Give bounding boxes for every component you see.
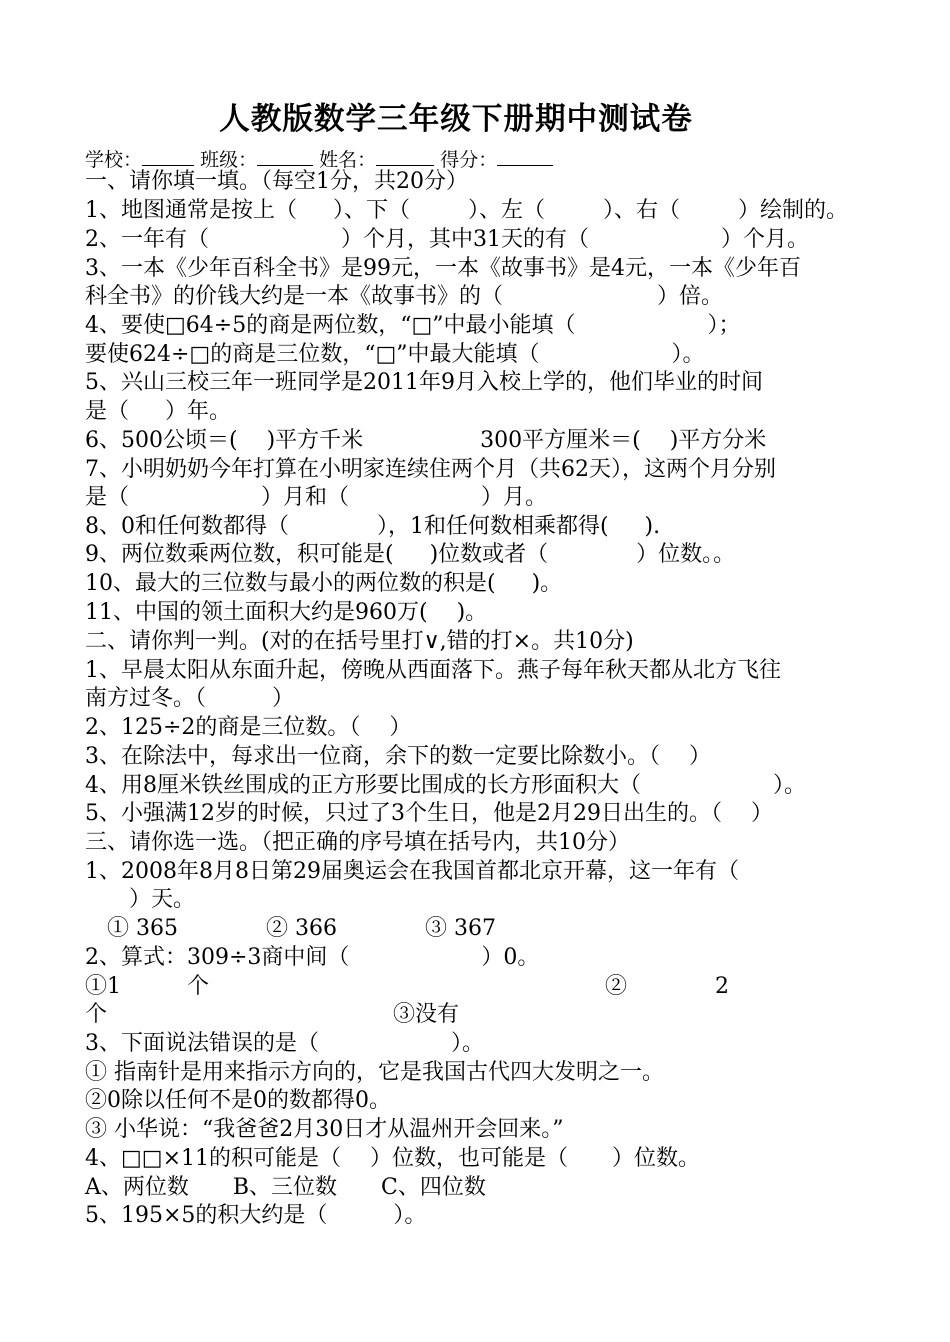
q1-5-line1: 5、兴山三校三年一班同学是2011年9月入校上学的，他们毕业的时间 bbox=[85, 370, 763, 395]
q2-2: 2、125÷2的商是三位数。（ ） bbox=[85, 715, 412, 740]
q3-3-option-3: ③ 小华说：“我爸爸2月30日才从温州开会回来。” bbox=[85, 1117, 564, 1142]
q3-3-option-2: ②0除以任何不是0的数都得0。 bbox=[85, 1088, 391, 1113]
q1-1: 1、地图通常是按上（ ）、下（ ）、左（ ）、右（ ）绘制的。 bbox=[85, 198, 848, 223]
school-label: 学校： bbox=[85, 149, 143, 171]
score-label: 得分： bbox=[440, 149, 498, 171]
q1-7-line1: 7、小明奶奶今年打算在小明家连续住两个月（共62天），这两个月分别 bbox=[85, 457, 776, 482]
q1-5-line2: 是（ ）年。 bbox=[85, 399, 231, 424]
q3-1-options: ① 365 ② 366 ③ 367 bbox=[85, 916, 496, 941]
exam-title: 人教版数学三年级下册期中测试卷 bbox=[219, 101, 693, 137]
section-2-heading: 二、请你判一判。(对的在括号里打∨,错的打×。共10分) bbox=[85, 629, 634, 654]
q1-4-line2: 要使624÷□的商是三位数，“□”中最大能填（ ）。 bbox=[85, 342, 705, 367]
school-blank bbox=[142, 147, 194, 166]
q3-1-line1: 1、2008年8月8日第29届奥运会在我国首都北京开幕，这一年有（ bbox=[85, 859, 739, 884]
q2-1-line1: 1、早晨太阳从东面升起，傍晚从西面落下。燕子每年秋天都从北方飞往 bbox=[85, 658, 781, 683]
q3-2-options-line2: 个 ③没有 bbox=[85, 1002, 460, 1027]
q2-4: 4、用8厘米铁丝围成的正方形要比围成的长方形面积大（ ）。 bbox=[85, 773, 806, 798]
q1-3-line1: 3、一本《少年百科全书》是99元，一本《故事书》是4元，一本《少年百 bbox=[85, 256, 801, 281]
q3-3: 3、下面说法错误的是（ ）。 bbox=[85, 1031, 484, 1056]
q2-5: 5、小强满12岁的时候，只过了3个生日，他是2月29日出生的。（ ） bbox=[85, 801, 773, 826]
q1-3-line2: 科全书》的价钱大约是一本《故事书》的（ ）倍。 bbox=[85, 284, 724, 309]
q2-3: 3、在除法中，每求出一位商，余下的数一定要比除数小。（ ） bbox=[85, 744, 711, 769]
q3-3-option-1: ① 指南针是用来指示方向的，它是我国古代四大发明之一。 bbox=[85, 1060, 664, 1085]
q1-4-line1: 4、要使□64÷5的商是两位数，“□”中最小能填（ ）； bbox=[85, 313, 741, 338]
q3-2-options-line1: ①1 个 ② 2 bbox=[85, 974, 729, 999]
q1-2: 2、一年有（ ）个月，其中31天的有（ ）个月。 bbox=[85, 227, 809, 252]
class-label: 班级： bbox=[200, 149, 258, 171]
name-blank bbox=[376, 147, 434, 166]
class-blank bbox=[257, 147, 313, 166]
q1-9: 9、两位数乘两位数，积可能是( )位数或者（ ）位数。。 bbox=[85, 542, 736, 567]
section-1-heading: 一、请你填一填。（每空1分，共20分） bbox=[85, 169, 468, 194]
name-label: 姓名： bbox=[319, 149, 377, 171]
section-3-heading: 三、请你选一选。（把正确的序号填在括号内，共10分） bbox=[85, 830, 630, 855]
q3-2: 2、算式：309÷3商中间（ ）0。 bbox=[85, 945, 540, 970]
q3-4: 4、□□×11的积可能是（ ）位数，也可能是（ ）位数。 bbox=[85, 1146, 700, 1171]
q3-1-line2: ）天。 bbox=[85, 887, 196, 912]
q1-6: 6、500公顷＝( )平方千米 300平方厘米＝( )平方分米 bbox=[85, 428, 767, 453]
q3-4-options: A、两位数 B、三位数 C、四位数 bbox=[85, 1175, 486, 1200]
q3-5: 5、195×5的积大约是（ ）。 bbox=[85, 1203, 427, 1228]
score-blank bbox=[497, 147, 553, 166]
q1-10: 10、最大的三位数与最小的两位数的积是( )。 bbox=[85, 571, 563, 596]
q1-11: 11、中国的领土面积大约是960万( )。 bbox=[85, 600, 488, 625]
q1-8: 8、0和任何数都得（ ），1和任何数相乘都得( ). bbox=[85, 514, 661, 539]
q1-7-line2: 是（ ）月和（ ）月。 bbox=[85, 485, 548, 510]
q2-1-line2: 南方过冬。（ ） bbox=[85, 686, 295, 711]
